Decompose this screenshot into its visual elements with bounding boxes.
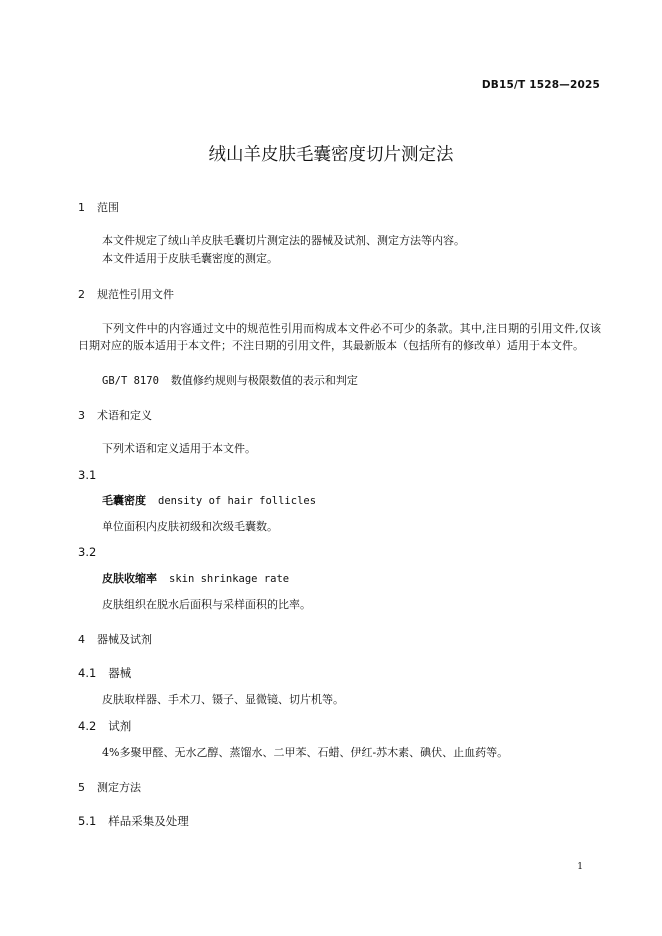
page-number: 1	[577, 862, 583, 872]
term-3-2-number: 3.2	[78, 545, 97, 559]
subsection-number: 5.1	[78, 814, 97, 828]
subsection-title: 试剂	[108, 719, 132, 733]
subsection-4-2-heading	[78, 719, 131, 734]
reference-code: GB/T 8170	[102, 375, 159, 387]
section-1-paragraph-2: 本文件适用于皮肤毛囊密度的测定。	[102, 252, 278, 265]
section-title: 器械及试剂	[97, 633, 152, 646]
term-3-2-definition: 皮肤组织在脱水后面积与采样面积的比率。	[102, 598, 311, 611]
section-4-heading	[78, 632, 152, 647]
document-title: 绒山羊皮肤毛囊密度切片测定法	[208, 145, 454, 165]
section-3-paragraph-1: 下列术语和定义适用于本文件。	[102, 442, 256, 455]
section-title: 术语和定义	[97, 409, 152, 422]
section-3-heading	[78, 408, 152, 423]
section-2-paragraph-1: 下列文件中的内容通过文中的规范性引用而构成本文件必不可少的条款。其中,注日期的引用文件,仅该日期对应的版本适用于本文件；不注日期的引用文件，其最新版本（包括所有的修改单）适用于本文件。	[78, 322, 601, 352]
term-english: skin shrinkage rate	[169, 573, 290, 585]
subsection-4-1-text: 皮肤取样器、手术刀、镊子、显微镜、切片机等。	[102, 693, 344, 706]
section-title: 测定方法	[97, 781, 141, 794]
reference-title: 数值修约规则与极限数值的表示和判定	[170, 374, 358, 387]
section-1-paragraph-1: 本文件规定了绒山羊皮肤毛囊切片测定法的器械及试剂、测定方法等内容。	[102, 234, 465, 247]
section-number: 2	[78, 288, 85, 301]
section-2-heading	[78, 287, 174, 302]
subsection-number: 4.2	[78, 719, 97, 733]
subsection-4-2-text: 4%多聚甲醛、无水乙醇、蒸馏水、二甲苯、石蜡、伊红-苏木素、碘伏、止血药等。	[102, 746, 509, 759]
term-3-1-number: 3.1	[78, 468, 97, 482]
section-number: 4	[78, 633, 85, 646]
term-chinese: 皮肤收缩率	[102, 572, 157, 585]
section-number: 3	[78, 409, 85, 422]
term-english: density of hair follicles	[158, 495, 317, 507]
section-title: 范围	[97, 201, 119, 214]
section-title: 规范性引用文件	[97, 288, 174, 301]
term-3-1-definition: 单位面积内皮肤初级和次级毛囊数。	[102, 520, 278, 533]
section-number: 5	[78, 781, 85, 794]
subsection-title: 器械	[108, 666, 132, 680]
subsection-4-1-heading	[78, 666, 131, 681]
subsection-title: 样品采集及处理	[108, 814, 189, 828]
term-3-1-heading	[102, 493, 316, 509]
term-chinese: 毛囊密度	[102, 494, 146, 507]
subsection-number: 4.1	[78, 666, 97, 680]
standard-code: DB15/T 1528—2025	[481, 79, 600, 91]
term-3-2-heading	[102, 571, 289, 587]
section-5-heading	[78, 780, 141, 795]
section-number: 1	[78, 201, 85, 214]
normative-reference	[102, 373, 358, 389]
section-1-heading	[78, 200, 119, 215]
subsection-5-1-heading	[78, 814, 189, 829]
